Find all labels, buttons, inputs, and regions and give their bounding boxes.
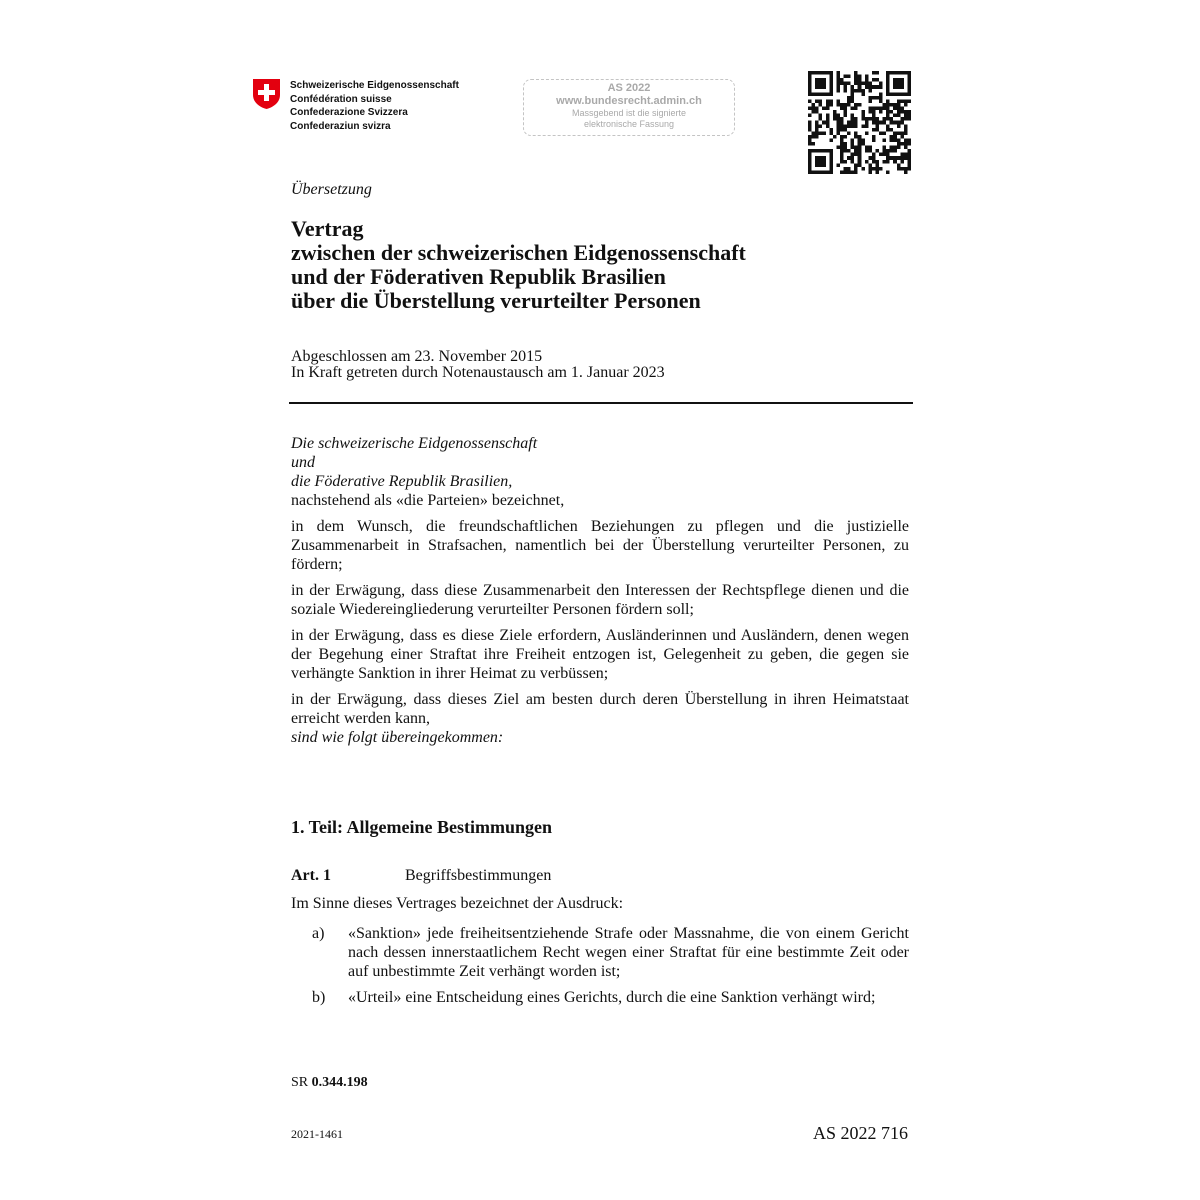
- stamp-as: AS 2022: [607, 82, 651, 94]
- sr-reference: [291, 1075, 368, 1091]
- confederation-name-it: Confederazione Svizzera: [290, 107, 408, 118]
- in-force-date: In Kraft getreten durch Notenaustausch am 1. Januar 2023: [291, 364, 665, 381]
- list-item: [291, 988, 909, 1007]
- stamp-url: www.bundesrecht.admin.ch: [556, 95, 702, 107]
- title-line: über die Überstellung verurteilter Personen: [291, 288, 701, 313]
- concluded-date: Abgeschlossen am 23. November 2015: [291, 348, 543, 365]
- confederation-name-fr: Confédération suisse: [290, 93, 392, 105]
- dates-block: [291, 349, 665, 381]
- list-item-label: a): [312, 925, 325, 942]
- preamble-paragraph: in der Erwägung, dass es diese Ziele erfordern, Ausländerinnen und Ausländern, denen wegen der Begehung einer Straftat ihre Freiheit entzogen ist, Gelegenheit zu geben, die gegen sie verhängte Sanktion in ihrer Heimat zu verbüssen;: [291, 627, 909, 682]
- document-number: 2021-1461: [291, 1127, 343, 1141]
- article-title: Begriffsbestimmungen: [405, 867, 552, 884]
- party-conjunction: und: [291, 454, 315, 471]
- list-item-text: «Urteil» eine Entscheidung eines Gerichts, durch die eine Sanktion verhängt wird;: [348, 989, 876, 1006]
- party-1: Die schweizerische Eidgenossenschaft: [291, 435, 538, 452]
- preamble-paragraph: in dem Wunsch, die freundschaftlichen Beziehungen zu pflegen und die justizielle Zusammenarbeit in Strafsachen, namentlich bei der Überstellung verurteilter Personen, zu fördern;: [291, 518, 909, 573]
- title-line: Vertrag: [291, 216, 364, 241]
- party-2: die Föderative Republik Brasilien,: [291, 473, 513, 490]
- parties-designation: nachstehend als «die Parteien» bezeichnet,: [291, 492, 565, 509]
- stamp-note-1: Massgebend ist die signierte: [571, 108, 687, 118]
- preamble-paragraph: in der Erwägung, dass dieses Ziel am besten durch deren Überstellung in ihren Heimatstaat erreicht werden kann,: [291, 691, 909, 727]
- part-heading: 1. Teil: Allgemeine Bestimmungen: [291, 817, 552, 837]
- list-item: [291, 924, 909, 981]
- document-title: [291, 217, 746, 313]
- confederation-name-rm: Confederaziun svizra: [290, 120, 391, 132]
- title-line: und der Föderativen Republik Brasilien: [291, 264, 666, 289]
- sr-number: 0.344.198: [311, 1075, 368, 1090]
- article-intro: Im Sinne dieses Vertrages bezeichnet der Ausdruck:: [291, 895, 624, 912]
- swiss-cross-icon: [252, 78, 281, 110]
- stamp-note-2: elektronische Fassung: [583, 119, 675, 129]
- preamble-paragraph: in der Erwägung, dass diese Zusammenarbeit den Interessen der Rechtspflege dienen und die soziale Wiedereingliederung verurteilter Personen fördern soll;: [291, 582, 909, 618]
- preamble: [291, 434, 909, 754]
- as-reference: AS 2022 716: [813, 1123, 909, 1143]
- confederation-name-de: Schweizerische Eidgenossenschaft: [290, 80, 459, 91]
- divider: [289, 402, 913, 404]
- agreed-clause: sind wie folgt übereingekommen:: [291, 729, 504, 746]
- official-stamp: [523, 79, 735, 136]
- article-number: Art. 1: [291, 867, 331, 884]
- confederation-names: [290, 79, 459, 133]
- list-item-text: «Sanktion» jede freiheitsentziehende Strafe oder Massnahme, die von einem Gericht nach dessen innerstaatlichem Recht wegen einer Straftat für eine bestimmte Zeit oder auf unbestimmte Zeit verhängt worden ist;: [348, 925, 909, 980]
- list-item-label: b): [312, 989, 326, 1006]
- sr-prefix: SR: [291, 1075, 312, 1090]
- definition-list: [291, 924, 909, 1014]
- translation-note: Übersetzung: [291, 181, 372, 198]
- title-line: zwischen der schweizerischen Eidgenossenschaft: [291, 240, 746, 265]
- qr-code-icon: [808, 71, 911, 174]
